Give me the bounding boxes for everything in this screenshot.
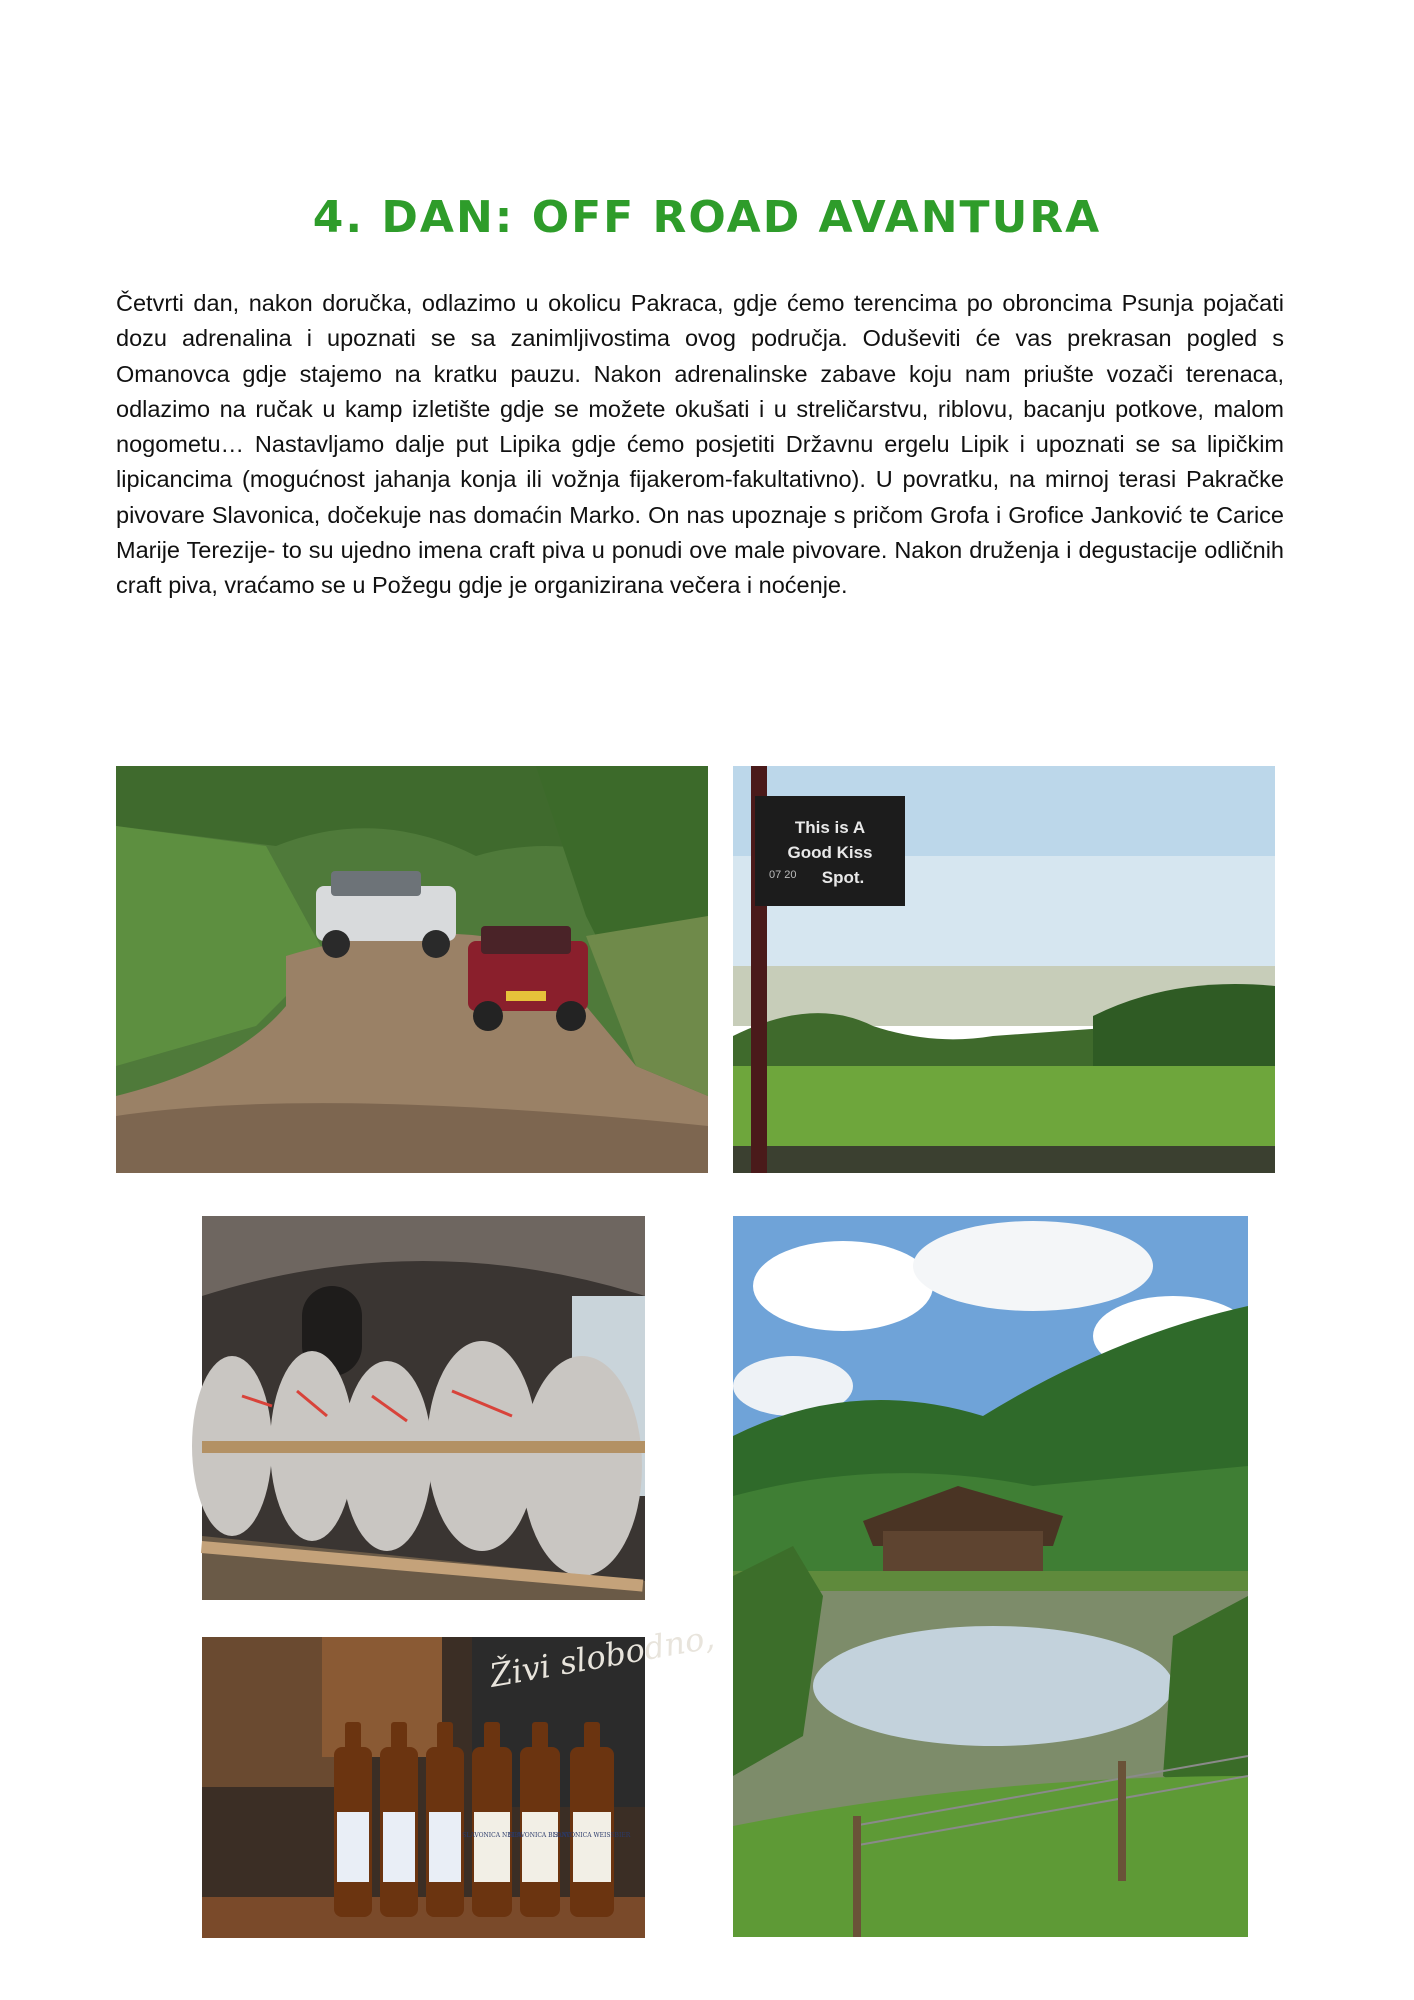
craft-beer-photo [202,1618,718,1938]
camp-pond-photo [733,1216,1248,1937]
body-paragraph: Četvrti dan, nakon doručka, odlazimo u okolicu Pakraca, gdje ćemo terencima po obroncima Psunja pojačati dozu adrenalina i upoznati se sa zanimljivostima ovog područja. Oduševiti će vas prekrasan pogled s Omanovca gdje stajemo na kratku pauzu. Nakon adrenalinske zabave koju nam priušte vozači terenaca, odlazimo na ručak u kamp izletište gdje se možete okušati i u streličarstvu, riblovu, bacanju potkove, malom nogometu… Nastavljamo dalje put Lipika gdje ćemo posjetiti Državnu ergelu Lipik i upoznati se sa lipičkim lipicancima (mogućnost jahanja konja ili vožnja fijakerom-fakultativno). U povratku, na mirnoj terasi Pakračke pivovare Slavonica, dočekuje nas domaćin Marko. On nas upoznaje s pričom Grofa i Grofice Janković te Carice Marije Terezije- to su ujedno imena craft piva u ponudi ove male pivovare. Nakon druženja i degustacije odličnih craft piva, vraćamo se u Požegu gdje je organizirana večera i noćenje. [116,290,1284,599]
sign-line-3: Spot. [821,868,865,887]
page-title: 4. DAN: OFF ROAD AVANTURA [312,192,1102,243]
chalkboard-text: Živi slobodno, [486,1618,718,1695]
sign-side-number: 07 20 [769,869,797,881]
beer-label-neipa: SLAVONICA NEIPA [462,1832,522,1839]
kiss-spot-view-photo [733,766,1275,1173]
beer-label-weissbier: SLAVONICA WEISSBIER [553,1832,631,1839]
offroad-photo [116,766,708,1173]
lipizzaner-horses-photo [202,1216,645,1600]
sign-line-2: Good Kiss [787,843,873,862]
beer-label-blond: SLAVONICA BLOND [508,1832,572,1839]
sign-line-1: This is A [794,818,866,837]
